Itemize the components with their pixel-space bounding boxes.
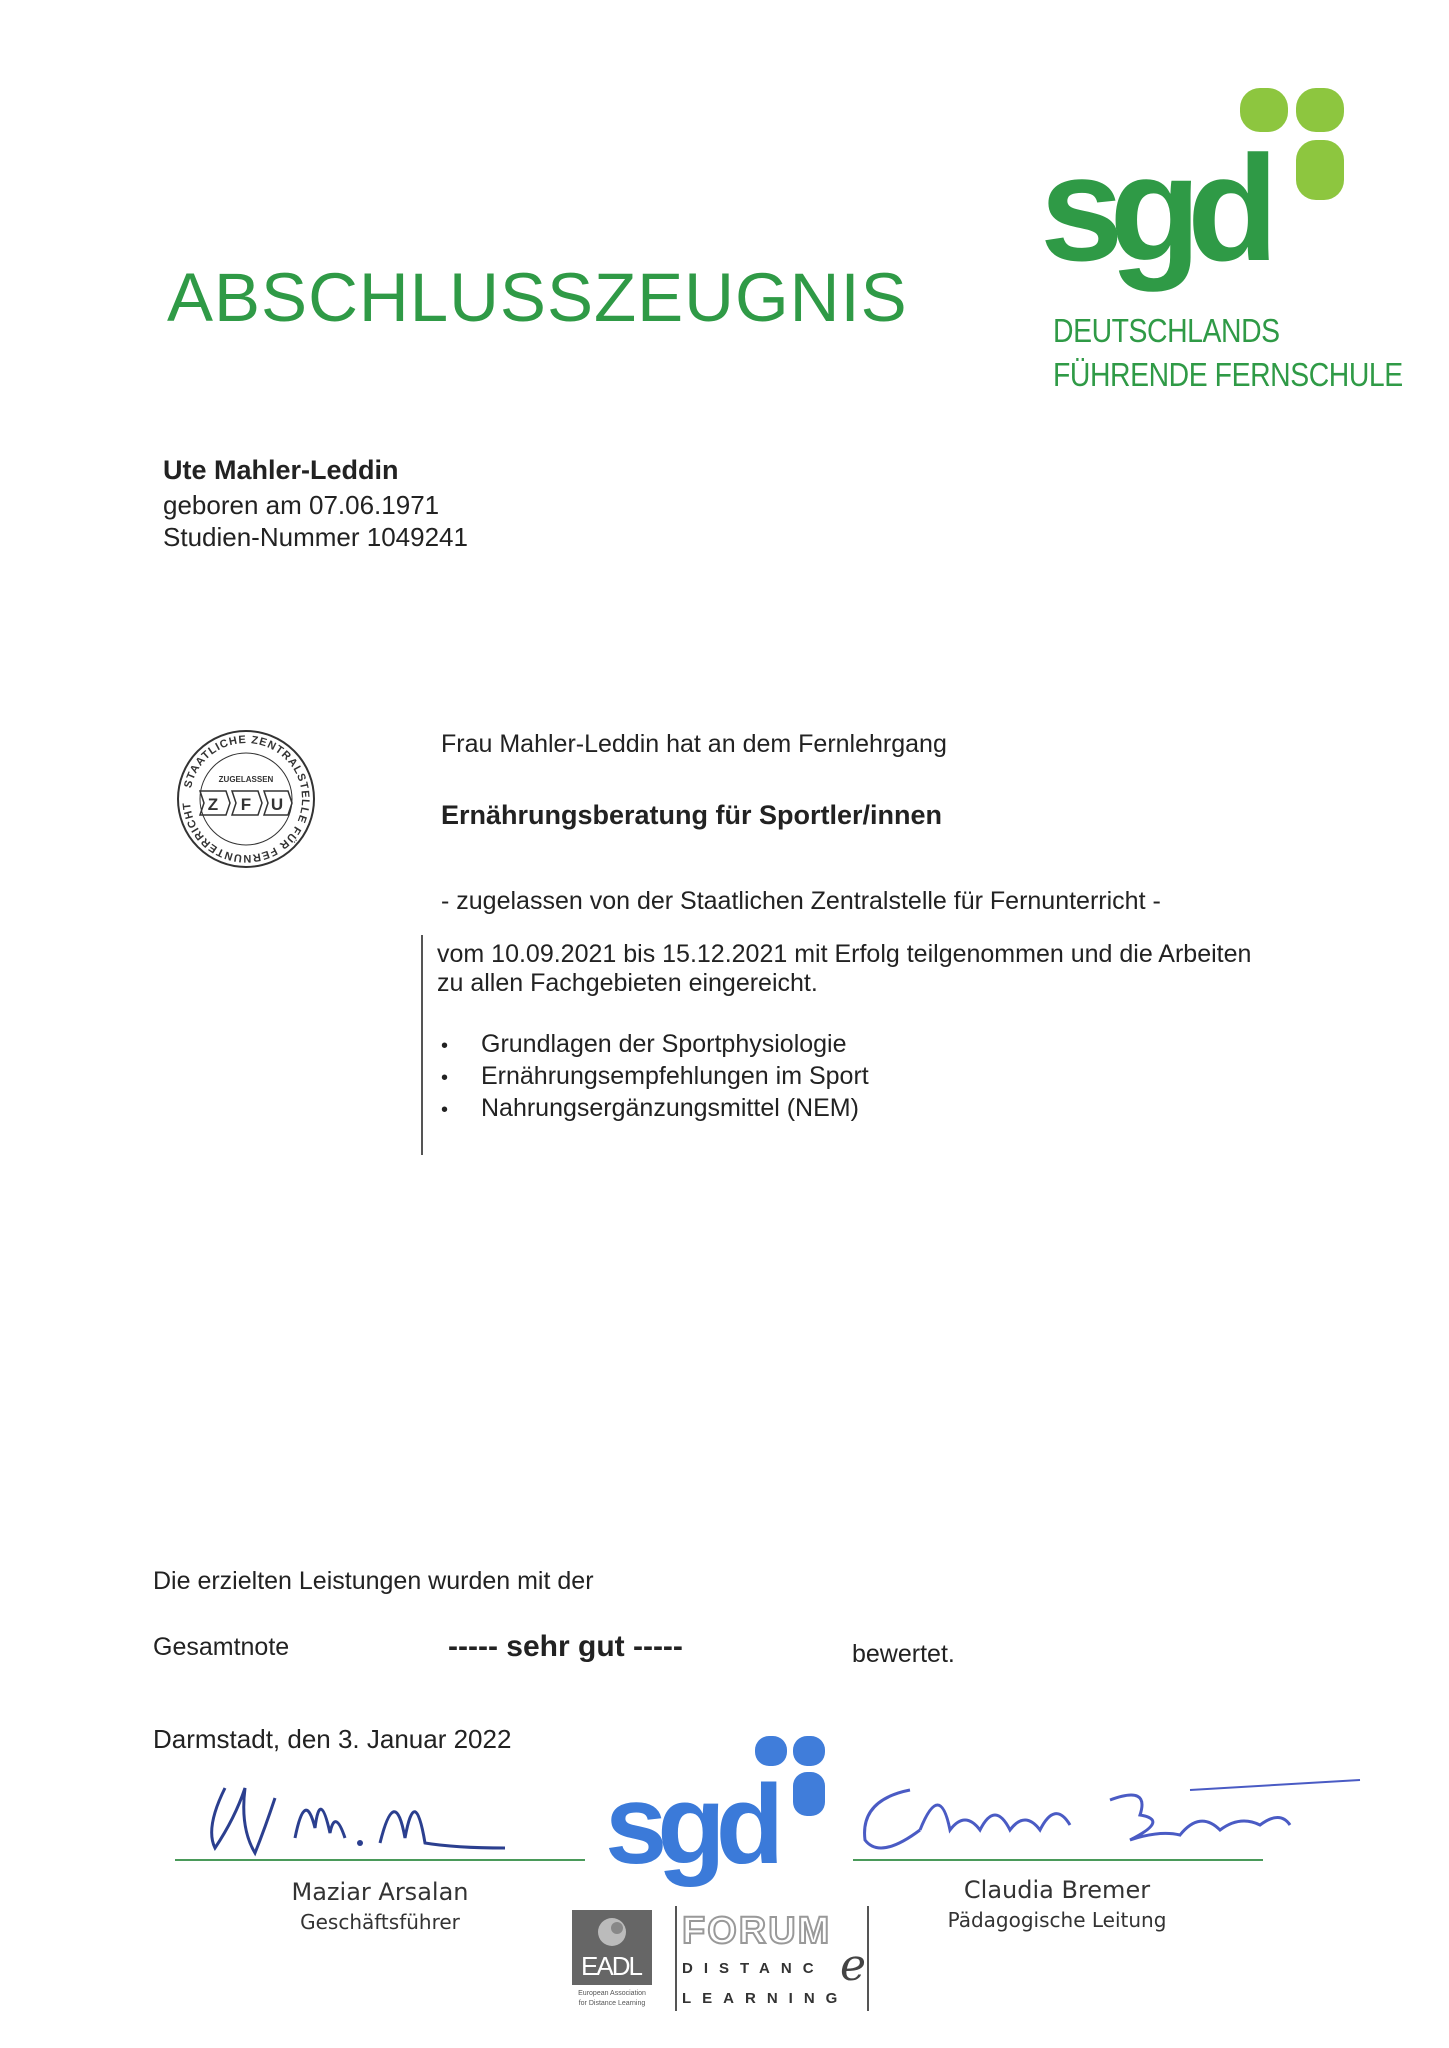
course-dates-line1: vom 10.09.2021 bis 15.12.2021 mit Erfolg teilgenommen und die Arbeiten: [437, 940, 1252, 968]
eadl-subtitle-line1: European Association: [578, 1990, 646, 1997]
document-title: ABSCHLUSSZEUGNIS: [167, 259, 908, 336]
bullet-icon: •: [441, 1067, 449, 1089]
forum-distance: DISTANC: [682, 1960, 825, 1977]
seal-top-label: ZUGELASSEN: [218, 775, 274, 784]
bullet-icon: •: [441, 1099, 449, 1121]
signatory-right-role: Pädagogische Leitung: [947, 1908, 1167, 1932]
sgd-logo-text: sgd: [1040, 124, 1265, 292]
eadl-abbr: EADL: [581, 1951, 641, 1981]
forum-word: FORUM: [682, 1910, 832, 1952]
performance-statement: Die erzielten Leistungen wurden mit der: [153, 1567, 594, 1595]
grade-value: ----- sehr gut -----: [448, 1630, 683, 1663]
grade-label: Gesamtnote: [153, 1633, 290, 1661]
eadl-subtitle-line2: for Distance Learning: [578, 2000, 646, 2007]
topic-label: Nahrungsergänzungsmittel (NEM): [481, 1094, 859, 1122]
person-birthdate: geboren am 07.06.1971: [163, 490, 440, 520]
topic-label: Grundlagen der Sportphysiologie: [481, 1030, 847, 1058]
signatory-left-role: Geschäftsführer: [300, 1910, 460, 1934]
signature-line-right: [853, 1859, 1263, 1861]
seal-ring-text: STAATLICHE ZENTRALSTELLE FÜR FERNUNTERRICHT: [180, 733, 312, 865]
signatory-left-name: Maziar Arsalan: [291, 1878, 469, 1906]
signature-right: [850, 1770, 1370, 1865]
sgd-stamp: [600, 1728, 850, 1898]
topic-item: [441, 1030, 847, 1059]
course-title: Ernährungsberatung für Sportler/innen: [441, 800, 943, 830]
brand-tagline-line1: DEUTSCHLANDS: [1053, 312, 1280, 349]
place-and-date: Darmstadt, den 3. Januar 2022: [153, 1724, 512, 1754]
seal-letter-f: F: [240, 795, 252, 814]
course-dates-line2: zu allen Fachgebieten eingereicht.: [437, 969, 818, 997]
signatory-right-name: Claudia Bremer: [963, 1876, 1151, 1904]
stamp-text: sgd: [605, 1762, 775, 1887]
grade-suffix: bewertet.: [852, 1640, 955, 1668]
signature-line-left: [175, 1859, 585, 1861]
person-student-number: Studien-Nummer 1049241: [163, 522, 468, 552]
bullet-icon: •: [441, 1035, 449, 1057]
person-name: Ute Mahler-Leddin: [163, 455, 399, 485]
seal-letter-u: U: [270, 795, 284, 814]
forum-learning: LEARNING: [682, 1990, 849, 2007]
seal-letter-z: Z: [207, 795, 219, 814]
topic-label: Ernährungsempfehlungen im Sport: [481, 1062, 869, 1090]
course-intro: Frau Mahler-Leddin hat an dem Fernlehrgang: [441, 730, 947, 758]
signature-left: [195, 1768, 525, 1863]
topic-item: [441, 1062, 869, 1091]
topic-item: [441, 1094, 859, 1123]
forum-e-letter: e: [840, 1940, 867, 1991]
margin-divider: [421, 935, 423, 1155]
brand-tagline-line2: FÜHRENDE FERNSCHULE: [1053, 356, 1403, 393]
approval-statement: - zugelassen von der Staatlichen Zentralstelle für Fernunterricht -: [441, 887, 1161, 915]
zfu-seal-icon: [174, 727, 318, 871]
